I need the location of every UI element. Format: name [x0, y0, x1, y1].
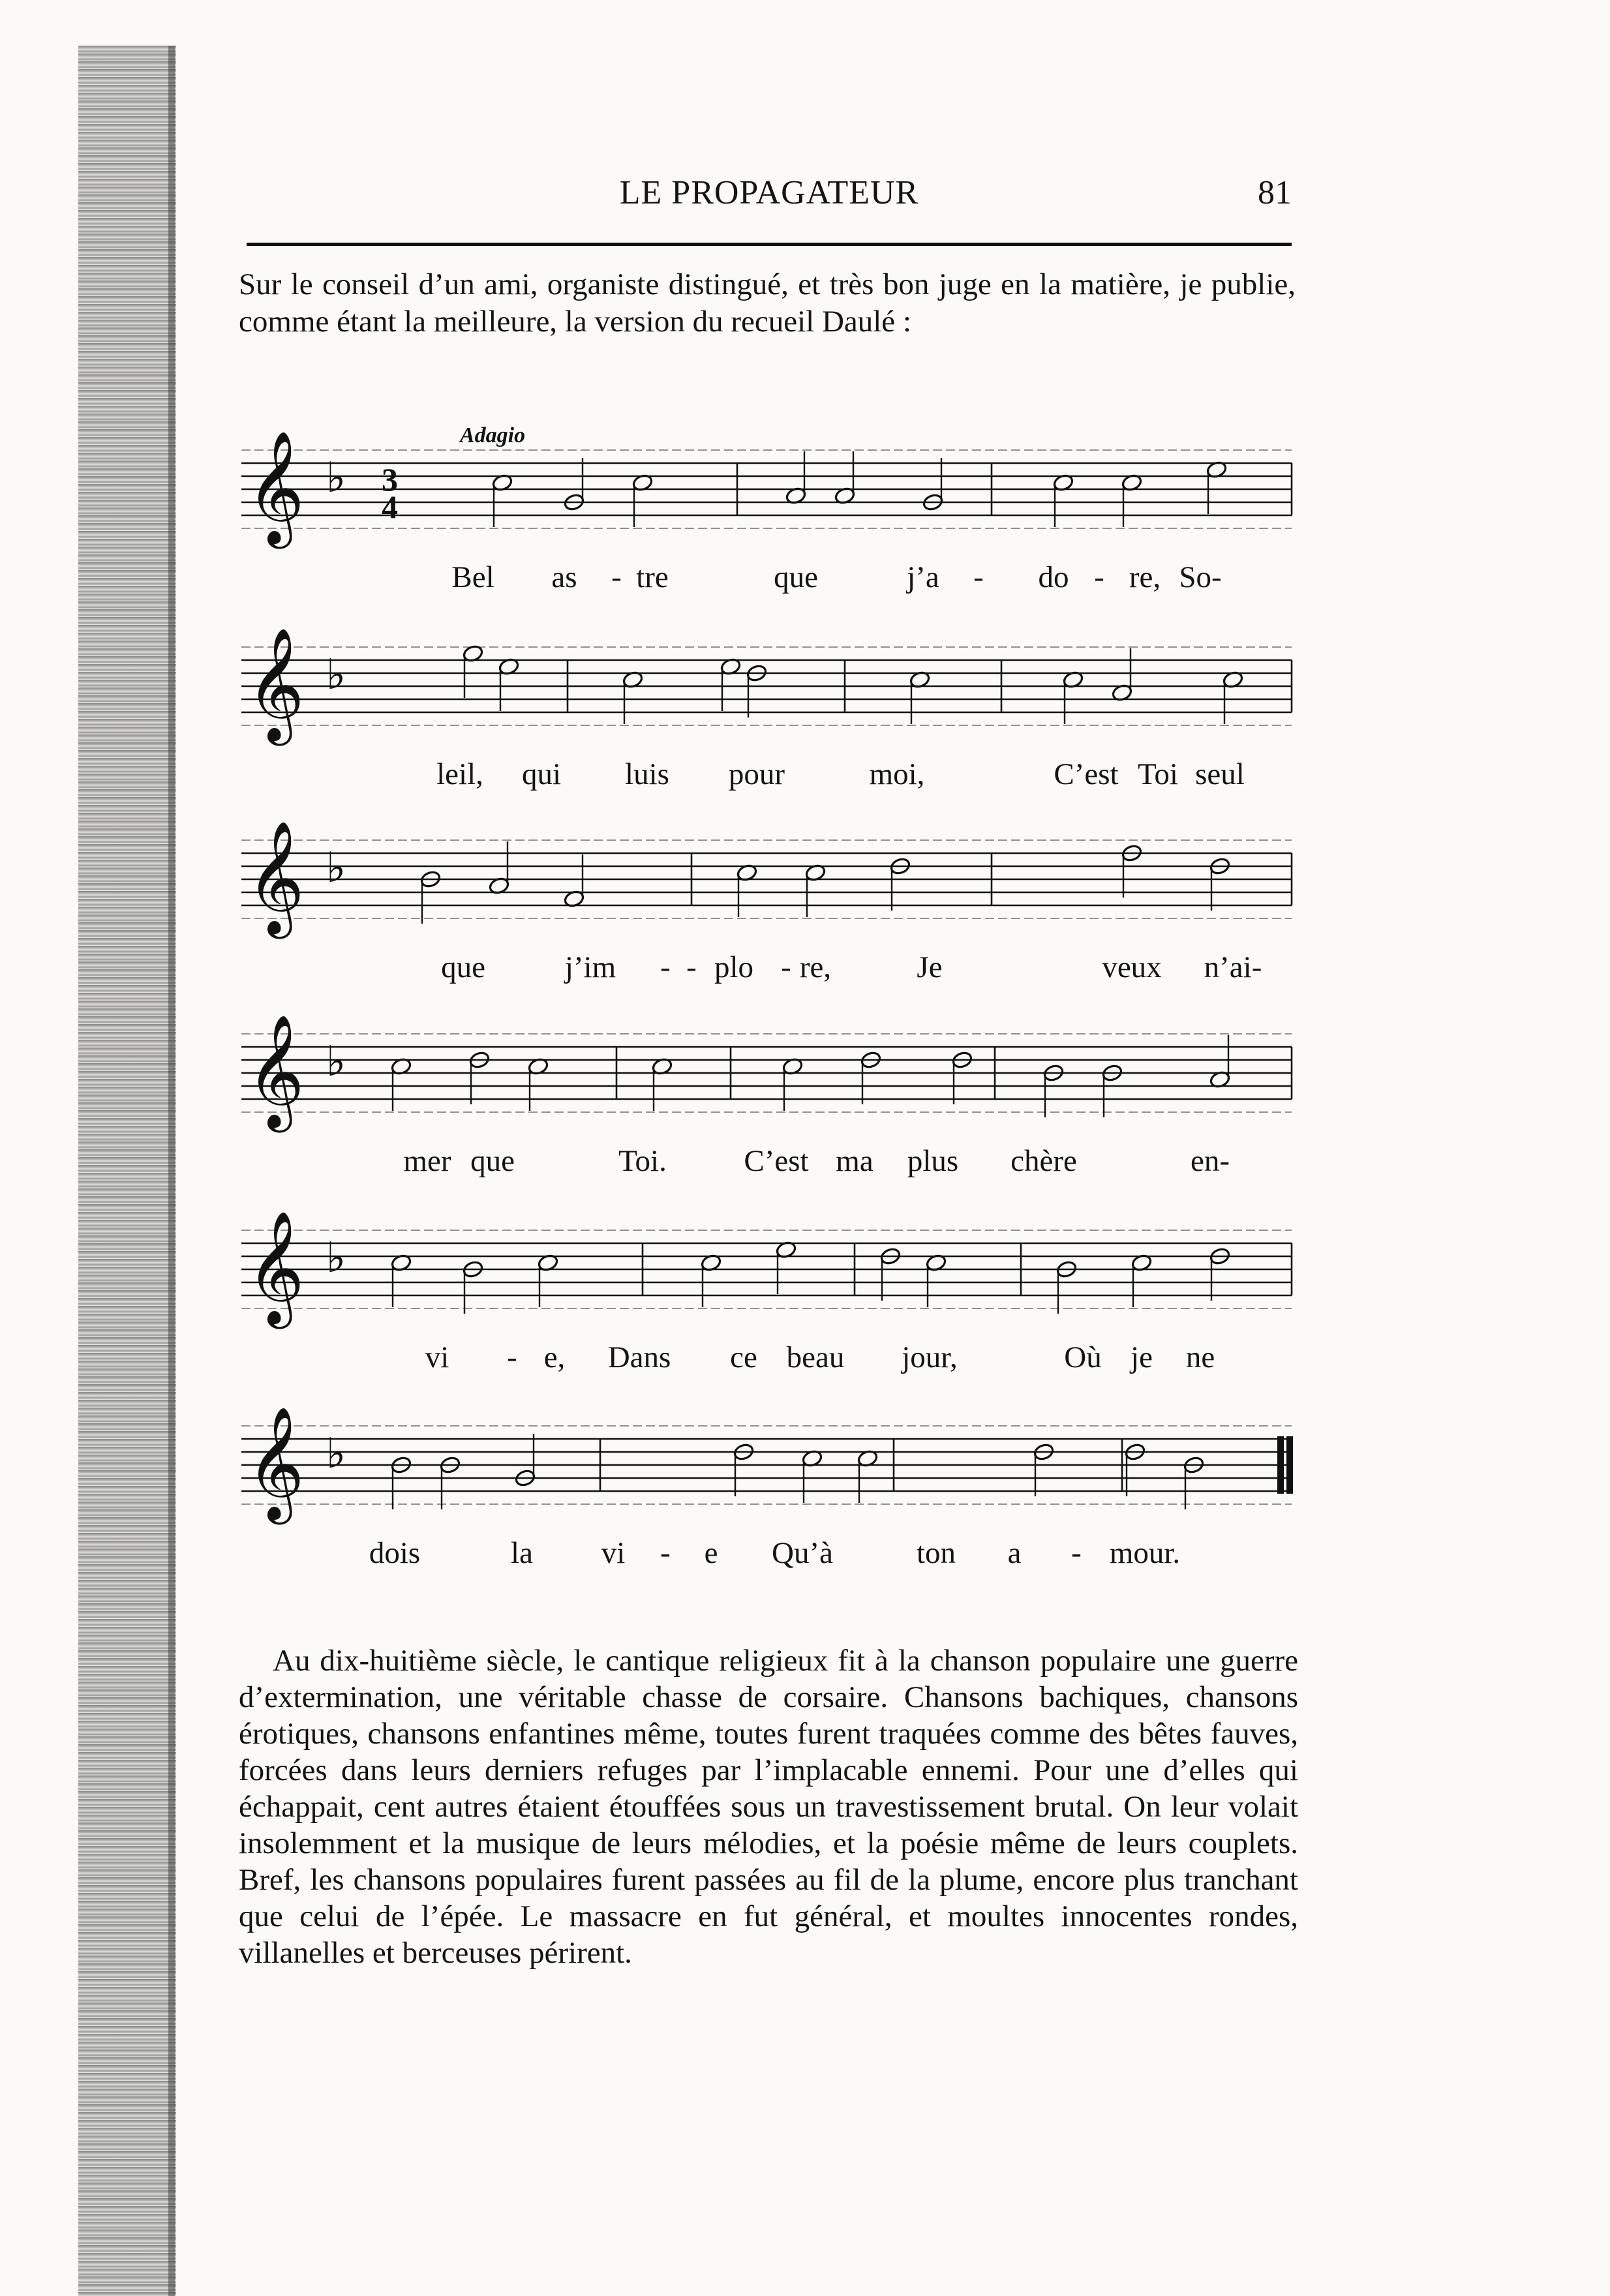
flat-icon: ♭	[326, 1234, 346, 1282]
music-system	[241, 821, 1292, 984]
lyric-syllable: la	[511, 1536, 533, 1570]
lyric-syllable: -	[660, 950, 671, 984]
header-rule	[247, 243, 1292, 246]
treble-clef-icon: 𝄞	[247, 1014, 305, 1128]
lyric-syllable: re,	[799, 950, 832, 984]
flat-icon: ♭	[326, 844, 346, 892]
lyric-syllable: as	[551, 560, 577, 594]
lyric-syllable: que	[470, 1144, 515, 1178]
final-barline	[1277, 1436, 1284, 1494]
lyric-syllable: -	[507, 1340, 517, 1374]
running-title: LE PROPAGATEUR	[619, 174, 919, 211]
lyric-syllable: C’est	[744, 1144, 809, 1178]
lyric-syllable: que	[441, 950, 485, 984]
lyric-syllable: -	[611, 560, 622, 594]
lyric-syllable: leil,	[436, 757, 483, 791]
lyric-syllable: j’im	[564, 950, 616, 984]
lyric-syllable: ce	[730, 1340, 757, 1374]
body-paragraph	[239, 1642, 1298, 1971]
music-system	[241, 1211, 1292, 1374]
body-paragraph-text: Au dix-huitième siècle, le cantique religieux fit à la chanson populaire une guerre d’extermination, une véritable chasse de corsaire. Chansons bachiques, chansons érotiques, chansons enfantines même, toutes furent traquées comme des bêtes fauves, forcées dans leurs derniers refuges par l’implacable ennemi. Pour une d’elles qui échappait, cent autres étaient étouffées sous un travestissement brutal. On leur volait insolemment et la musique de leurs mélodies, et la poésie même de leurs couplets. Bref, les chansons populaires furent passées au fil de la plume, encore plus tranchant que celui de l’épée. Le massacre en fut général, et moultes innocentes rondes, villanelles et berceuses périrent.	[239, 1644, 1298, 1970]
lyric-syllable: re,	[1129, 560, 1161, 594]
lyric-syllable: veux	[1102, 950, 1162, 984]
lyric-syllable: plus	[907, 1144, 959, 1178]
lyric-syllable: Où	[1064, 1340, 1102, 1374]
treble-clef-icon: 𝄞	[247, 430, 305, 544]
lyric-syllable: mer	[403, 1144, 451, 1178]
flat-icon: ♭	[326, 1038, 346, 1086]
lyric-syllable: tre	[636, 560, 669, 594]
lyric-syllable: ma	[836, 1144, 873, 1178]
lyric-syllable: So-	[1179, 560, 1222, 594]
lyric-syllable: do	[1038, 560, 1069, 594]
lyric-syllable: pour	[728, 757, 785, 791]
lyric-syllable: ne	[1185, 1340, 1215, 1374]
lyric-syllable: e,	[543, 1340, 566, 1374]
book-binding-edge	[78, 46, 176, 2296]
binding-shadow	[168, 46, 175, 2296]
final-barline	[1286, 1436, 1293, 1494]
lyric-syllable: Bel	[451, 560, 494, 594]
lyric-syllable: chère	[1010, 1144, 1077, 1178]
lyric-syllable: -	[973, 560, 984, 594]
lyric-syllable: mour.	[1109, 1536, 1181, 1570]
music-system	[241, 1406, 1293, 1570]
lyric-syllable: e	[704, 1536, 718, 1570]
lyric-syllable: que	[774, 560, 818, 594]
lyric-syllable: vi	[425, 1340, 449, 1374]
flat-icon: ♭	[326, 454, 346, 502]
lyric-syllable: seul	[1195, 757, 1245, 791]
lyric-syllable: n’ai-	[1204, 950, 1262, 984]
lyric-syllable: ton	[916, 1536, 956, 1570]
time-signature-bottom: 4	[382, 489, 398, 525]
lyric-syllable: Je	[917, 950, 943, 984]
page-number: 81	[1258, 174, 1292, 211]
lyric-syllable: Qu’à	[772, 1536, 833, 1570]
score-svg	[235, 417, 1305, 1618]
lyric-syllable: plo	[714, 950, 754, 984]
treble-clef-icon: 𝄞	[247, 627, 305, 741]
music-score	[235, 417, 1305, 1618]
lyric-syllable: j’a	[907, 560, 939, 594]
treble-clef-icon: 𝄞	[247, 821, 305, 934]
lyric-syllable: beau	[786, 1340, 845, 1374]
lyric-syllable: Toi.	[618, 1144, 667, 1178]
lyric-syllable: vi	[601, 1536, 626, 1570]
lyric-syllable: moi,	[869, 757, 925, 791]
music-system	[241, 423, 1292, 594]
flat-icon: ♭	[326, 1430, 346, 1478]
treble-clef-icon: 𝄞	[247, 1406, 305, 1520]
lyric-syllable: -	[1071, 1536, 1082, 1570]
lyric-syllable: dois	[369, 1536, 421, 1570]
treble-clef-icon: 𝄞	[247, 1211, 305, 1324]
lyric-syllable: en-	[1190, 1144, 1230, 1178]
flat-icon: ♭	[326, 651, 346, 699]
lyric-syllable: -	[1094, 560, 1104, 594]
page-header	[247, 168, 1292, 220]
lyric-syllable: Dans	[607, 1340, 671, 1374]
lyric-syllable: a	[1007, 1536, 1022, 1570]
lyric-syllable: qui	[521, 757, 562, 791]
lyric-syllable: C’est	[1054, 757, 1119, 791]
tempo-marking: Adagio	[460, 423, 526, 447]
music-system	[241, 1014, 1292, 1178]
lyric-syllable: luis	[625, 757, 669, 791]
lyric-syllable: -	[660, 1536, 671, 1570]
lyric-syllable: jour,	[902, 1340, 958, 1374]
lyric-syllable: -	[781, 950, 791, 984]
lyric-syllable: -	[686, 950, 697, 984]
lyric-syllable: je	[1131, 1340, 1153, 1374]
time-signature-top: 3	[382, 461, 398, 498]
music-system	[241, 627, 1292, 791]
intro-paragraph: Sur le conseil d’un ami, organiste distingué, et très bon juge en la matière, je publie, comme étant la meilleure, la version du recueil Daulé :	[239, 267, 1296, 339]
lyric-syllable: Toi	[1138, 757, 1178, 791]
